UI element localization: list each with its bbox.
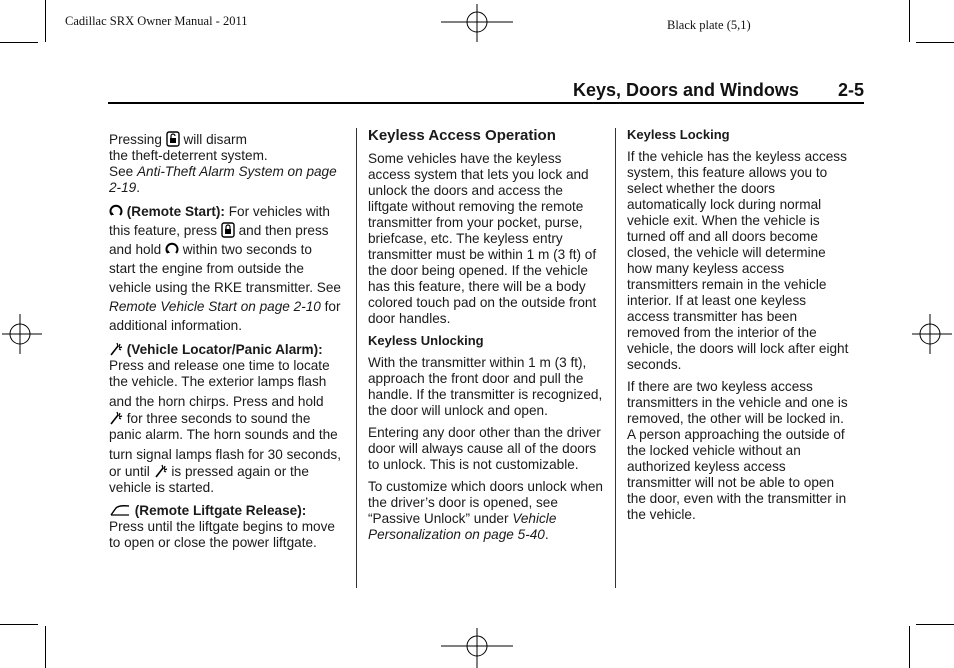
registration-mark-top xyxy=(441,4,513,44)
paragraph-disarm xyxy=(109,131,341,196)
feature-label: (Vehicle Locator/Panic Alarm): xyxy=(126,342,323,357)
subheading: Keyless Unlocking xyxy=(368,333,484,348)
text: the theft-deterrent system. xyxy=(109,148,268,163)
page-number: 2-5 xyxy=(838,80,865,100)
paragraph-remote-start xyxy=(109,202,341,335)
text: will disarm xyxy=(183,132,247,147)
text: Press until the liftgate begins to move to open or close the power liftgate. xyxy=(109,519,335,550)
text: . xyxy=(544,527,549,542)
paragraph: If the vehicle has the keyless access system, this feature allows you to select whether the doors automatically lock during normal vehicle exit. When the vehicle is turned off and all doors become closed, the vehicle will determine how many keyless access transmitters remain in the vehicle interior. If at least one keyless access transmitter has been removed from the interior of the vehicle, the doors will lock after eight seconds. xyxy=(627,149,849,372)
paragraph: If there are two keyless access transmitters in the vehicle and one is removed, the other will be locked in. A person approaching the outside of the locked vehicle without an authorized keyless access transmitter will not be able to open the door, even with the transmitter in the vehicle. xyxy=(627,379,848,522)
crop-mark xyxy=(909,0,910,42)
crop-mark xyxy=(0,624,38,625)
panic-icon xyxy=(109,410,123,426)
text: is pressed again or the vehicle is started. xyxy=(109,464,309,495)
liftgate-icon xyxy=(109,502,131,518)
panic-icon xyxy=(154,463,168,479)
plate-label-right: Black plate (5,1) xyxy=(667,18,751,32)
feature-label: (Remote Liftgate Release): xyxy=(134,503,307,518)
crop-mark xyxy=(0,42,38,43)
text: . xyxy=(136,180,140,195)
crop-mark xyxy=(909,626,910,668)
paragraph: Some vehicles have the keyless access system that lets you lock and unlock the doors and access the liftgate without removing the remote transmitter from your pocket, purse, briefcase, etc. The keyless entry transmitter must be within 1 m (3 ft) of the door being opened. If the vehicle has this feature, there will be a body colored touch pad on the outside front door handles. xyxy=(368,151,597,326)
unlock-icon xyxy=(166,131,180,147)
text: See xyxy=(109,164,134,179)
panic-icon xyxy=(109,341,123,357)
registration-mark-bottom xyxy=(441,626,513,668)
registration-mark-right xyxy=(912,314,952,354)
text: horn chirps. Press and hold xyxy=(158,394,324,409)
crop-mark xyxy=(45,0,46,42)
text: for three seconds to sound the panic alarm. The horn sounds and the turn signal lamps flash for xyxy=(109,411,338,462)
subheading: Keyless Locking xyxy=(627,127,730,142)
column-3 xyxy=(627,127,852,529)
text: with this feature, press xyxy=(109,204,330,238)
column-2 xyxy=(368,127,606,549)
cross-reference-link[interactable]: Vehicle Personalization on page 5-40 xyxy=(368,511,557,542)
section-heading: Keyless Access Operation xyxy=(368,127,556,144)
remote-start-icon xyxy=(109,203,123,219)
text: To customize which doors unlock when the driver’s door is opened, see “Passive Unlock” under xyxy=(368,479,603,526)
paragraph-panic xyxy=(109,341,341,496)
text: Pressing xyxy=(109,132,162,147)
header-rule xyxy=(108,102,864,104)
cross-reference-link[interactable]: Anti-Theft Alarm System on page 2-19 xyxy=(109,164,337,195)
text: then press and hold xyxy=(109,223,329,257)
text: Press and release one time to locate the vehicle. The exterior lamps flash and the xyxy=(109,358,330,409)
text: within xyxy=(182,242,218,257)
cross-reference-link[interactable]: Remote Vehicle Start on page 2-10 xyxy=(109,299,321,314)
text: and xyxy=(238,223,262,238)
registration-mark-left xyxy=(2,314,42,354)
paragraph: Entering any door other than the driver door will always cause all of the doors to unlock. This is not customizable. xyxy=(368,425,601,472)
paragraph: With the transmitter within 1 m (3 ft), approach the front door and pull the handle. If the transmitter is recognized, the door will unlock and open. xyxy=(368,355,603,418)
column-divider xyxy=(356,128,357,588)
plate-label-left: Cadillac SRX Owner Manual - 2011 xyxy=(65,14,248,28)
paragraph-liftgate xyxy=(109,502,341,551)
crop-mark xyxy=(45,626,46,668)
lock-icon xyxy=(221,222,235,238)
column-1 xyxy=(109,131,341,557)
crop-mark xyxy=(916,42,954,43)
crop-mark xyxy=(916,624,954,625)
text: For vehicles xyxy=(228,204,303,219)
feature-label: (Remote Start): xyxy=(126,204,225,219)
text: 30 seconds, or until xyxy=(109,447,341,479)
text: for additional information. xyxy=(109,299,341,333)
column-divider xyxy=(615,128,616,588)
remote-start-icon xyxy=(165,241,179,257)
text: two seconds to start the engine from outside the vehicle using the RKE transmitter. See xyxy=(109,242,341,295)
section-title: Keys, Doors and Windows xyxy=(573,80,799,100)
paragraph-customize xyxy=(368,479,606,543)
